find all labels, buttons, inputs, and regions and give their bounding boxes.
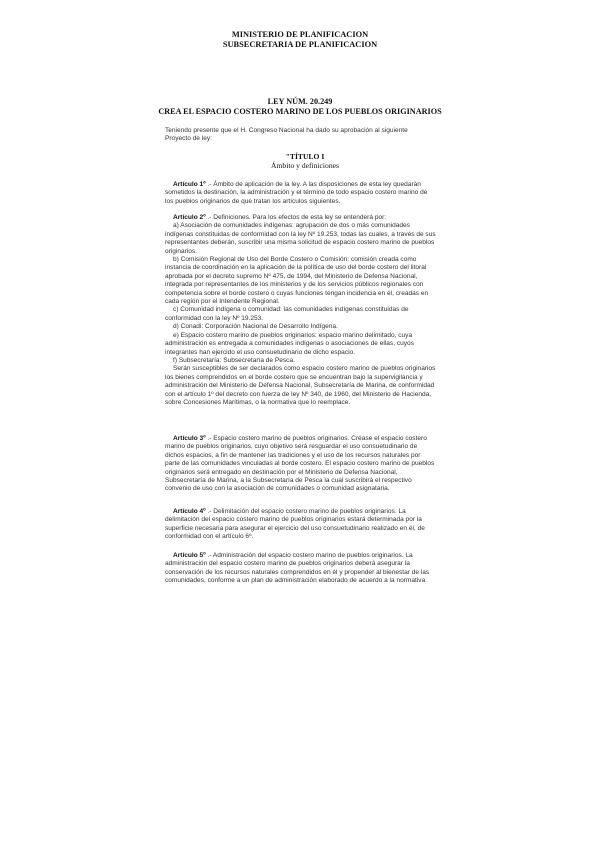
- article-line: parte de las comunidades vinculadas al borde costero. El espacio costero marino de pueblos: [165, 460, 435, 468]
- article-line: los bienes comprendidos en el borde costero que se encuentran bajo la supervigilancia y: [165, 373, 423, 381]
- article-label: Artículo 4º: [173, 508, 206, 515]
- definition-a: a) Asociación de comunidades indígenas: agrupación de dos o más comunidades: [173, 222, 410, 230]
- title-number: "TÍTULO I: [285, 152, 325, 161]
- article-line: [165, 181, 445, 189]
- article-line: convenio de uso con la asociación de comunidades o comunidad asignataria.: [165, 485, 390, 493]
- article-4: [165, 508, 445, 542]
- article-line: competencia sobre el borde costero o cuyas funciones tengan incidencia en él, creadas en: [165, 289, 429, 297]
- title-heading: [165, 152, 445, 170]
- article-line: representantes deberán, suscribir una misma solicitud de espacio costero marino de pueblos: [165, 239, 435, 247]
- article-line: instancia de coordinación en la aplicación de la política de uso del borde costero del litoral: [165, 264, 427, 272]
- definition-f: f) Subsecretaría: Subsecretaría de Pesca.: [173, 356, 295, 364]
- article-line: cada región por el Intendente Regional.: [165, 298, 280, 306]
- article-line: conformidad con la ley Nº 19.253.: [165, 314, 264, 322]
- article-5: [165, 552, 445, 586]
- article-line: integrada por representantes de los ministerios y de los servicios públicos regionales con: [165, 281, 424, 289]
- article-label: Artículo 5º: [173, 552, 206, 559]
- article-line: comunidades, conforme a un plan de administración elaborado de acuerdo a la normativa: [165, 577, 426, 585]
- article-line: [165, 552, 445, 560]
- definition-e: e) Espacio costero marino de pueblos originarios: espacio marino delimitado, cuya: [173, 331, 413, 339]
- title-subheading: Ámbito y definiciones: [271, 161, 339, 170]
- definition-b: b) Comisión Regional de Uso del Borde Costero o Comisión: comisión creada como: [173, 256, 417, 264]
- article-line: delimitación del espacio costero marino de pueblos originarios estará determinada por la: [165, 516, 422, 524]
- definition-c: c) Comunidad indígena o comunidad: las comunidades indígenas constituidas de: [173, 306, 409, 314]
- article-text: .- Espacio costero marino de pueblos originarios. Créase el espacio costero: [205, 435, 427, 442]
- law-heading: [0, 97, 600, 116]
- law-number: LEY NÚM. 20.249: [267, 97, 333, 106]
- article-line: dichos espacios, a fin de mantener las tradiciones y el uso de los recursos naturales por: [165, 451, 421, 459]
- article-label: Artículo 1º: [173, 181, 206, 188]
- article-line: Serán susceptibles de ser declarados como espacio costero marino de pueblos originarios: [173, 365, 436, 373]
- preamble-line: Teniendo presente que el H. Congreso Nacional ha dado su aprobación al siguiente: [165, 127, 408, 134]
- article-line: [165, 214, 445, 222]
- article-line: administración del Ministerio de Defensa Nacional, Subsecretaría de Marina, de conformidad: [165, 382, 435, 390]
- article-line: originarios.: [165, 247, 198, 255]
- law-title: CREA EL ESPACIO COSTERO MARINO DE LOS PUEBLOS ORIGINARIOS: [158, 106, 442, 116]
- article-line: originarios será entregado en destinación por el Ministerio de Defensa Nacional,: [165, 468, 398, 476]
- article-text: .- Delimitación del espacio costero marino de pueblos originarios. La: [205, 508, 406, 515]
- article-line: aprobada por el decreto supremo Nº 475, de 1994, del Ministerio de Defensa Nacional,: [165, 272, 418, 280]
- article-line: conformidad con el artículo 6º.: [165, 533, 254, 541]
- article-2: [165, 214, 445, 407]
- subsecretariat-name: SUBSECRETARIA DE PLANIFICACION: [222, 40, 378, 49]
- preamble: [165, 127, 445, 144]
- article-3: [165, 435, 445, 494]
- article-line: Subsecretaría de Marina, a la Subsecretaría de Pesca la cual suscribirá el respectivo: [165, 477, 412, 485]
- definition-d: d) Conadi: Corporación Nacional de Desarrollo Indígena.: [173, 323, 338, 331]
- article-text: .- Ámbito de aplicación de la ley. A las disposiciones de esta ley quedarán: [205, 181, 421, 188]
- article-line: integrantes han ejercido el uso consuetudinario de dicho espacio.: [165, 348, 355, 356]
- ministry-name: MINISTERIO DE PLANIFICACION: [231, 30, 369, 39]
- article-line: superficie necesaria para asegurar el ejercicio del uso consuetudinario realizado en él, de: [165, 524, 425, 532]
- article-text: .- Definiciones. Para los efectos de esta ley se entenderá por:: [205, 214, 387, 221]
- article-1: [165, 181, 445, 206]
- article-line: [165, 435, 445, 443]
- preamble-line: Proyecto de ley:: [165, 135, 212, 143]
- article-line: conservación de los recursos naturales comprendidos en él y propender al bienestar de las: [165, 568, 430, 576]
- article-line: indígenas constituidas de conformidad con la ley Nº 19.253, todas las cuales, a través de sus: [165, 230, 436, 238]
- article-line: marino de pueblos originarios, cuyo objetivo será resguardar el uso consuetudinario de: [165, 443, 418, 451]
- article-line: con el artículo 1º del decreto con fuerza de ley Nº 340, de 1960, del Ministerio de Hacienda,: [165, 390, 432, 398]
- article-line: administración es entregada a comunidades indígenas o asociaciones de ellas, cuyos: [165, 340, 414, 348]
- article-line: sobre Concesiones Marítimas, o la normativa que lo reemplace.: [165, 398, 351, 406]
- article-line: administración del espacio costero marino de pueblos originarios deberá asegurar la: [165, 560, 410, 568]
- article-label: Artículo 3º: [173, 435, 206, 442]
- ministry-header: [0, 30, 600, 50]
- article-line: sometidos la destinación, la administración y el término de todo espacio costero marino de: [165, 189, 428, 197]
- article-label: Artículo 2º: [173, 214, 206, 221]
- article-text: .- Administración del espacio costero marino de pueblos originarios. La: [205, 552, 413, 559]
- article-line: los pueblos originarios de que tratan los artículos siguientes.: [165, 197, 341, 205]
- article-line: [165, 508, 445, 516]
